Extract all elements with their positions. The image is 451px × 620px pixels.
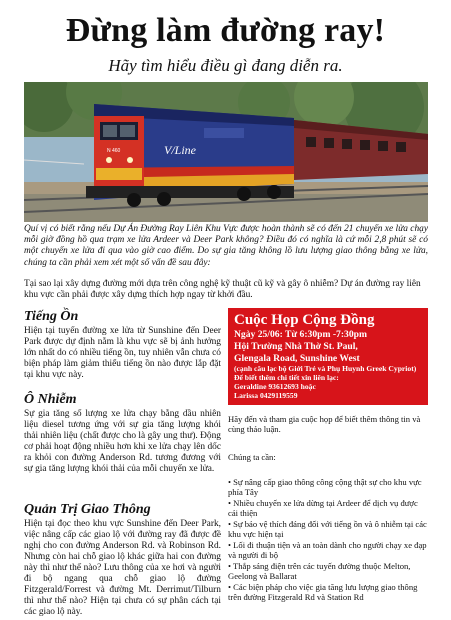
list-item: • Thắp sáng điện trên các tuyến đường thuộc Melton, Geelong và Ballarat: [228, 561, 411, 581]
section-pollution: [24, 392, 221, 475]
section-heading: Ô Nhiễm: [24, 392, 77, 407]
list-item: • Nhiều chuyến xe lửa dừng tại Ardeer để dịch vụ được cải thiện: [228, 498, 418, 518]
list-item: • Lối đi thuận tiện và an toàn dành cho người chạy xe đạp và người đi bộ: [228, 540, 427, 560]
needs-label: Chúng ta cần:: [228, 452, 276, 462]
section-body: Hiện tại tuyến đường xe lửa từ Sunshine đến Deer Park được dự định nằm là khu vực sẽ bị ảnh hưởng lớn nhất do có nhiều tiếng ồn, tuy nhiên vẫn chưa có biện pháp làm giảm thiểu tiếng ồn nào được lắp đặt tại khu vực này.: [24, 326, 221, 380]
meeting-contact-larissa: Larissa 0429119559: [234, 391, 298, 401]
list-item: • Sự bảo vệ thích đáng đối với tiếng ồn và ô nhiễm tại các khu vực hiện tại: [228, 519, 427, 539]
intro-paragraph: Quí vị có biết rằng nếu Dự Án Đường Ray Liên Khu Vực được hoàn thành sẽ có đến 21 chuyến xe lửa chạy mỗi giờ đồng hồ qua trạm xe lửa Ardeer và Deer Park không? Điều đó có nghĩa là cứ mỗi 2,8 phút sẽ có một chuyến xe lửa đi qua vào giờ cao điểm. Do sự gia tăng không lồ lưu lượng giao thông bằng xe lửa, chúng ta cần phải xem xét một số vấn đề sau đây:: [24, 224, 428, 268]
needs-list: [228, 477, 428, 603]
meeting-address: Glengala Road, Sunshine West: [234, 352, 360, 364]
poster-subtitle: Hãy tìm hiểu điều gì đang diễn ra.: [108, 56, 343, 75]
meeting-contact-geraldine: Geraldine 93612693 hoặc: [234, 382, 316, 392]
list-item: • Các biện pháp cho việc gia tăng lưu lượng giao thông trên đường Fitzgerald Rd và Station Rd: [228, 582, 418, 602]
meeting-box: [228, 308, 428, 405]
section-noise: [24, 309, 221, 381]
vline-logo: V/Line: [164, 143, 196, 157]
meeting-note: (cạnh câu lạc bộ Giới Trẻ và Phụ Huynh Greek Cypriot): [234, 364, 417, 374]
section-heading: Tiếng Ồn: [24, 309, 79, 324]
loco-number: N 460: [107, 148, 121, 154]
invite-text: Hãy đến và tham gia cuộc họp để biết thêm thông tin và cùng thảo luận.: [228, 414, 421, 435]
section-heading: Quản Trị Giao Thông: [24, 502, 151, 517]
section-body: Hiện tại đọc theo khu vực Sunshine đến Deer Park, việc nâng cấp các giao lộ với đường ray đã được đề nghị cho con đường Anderson Rd. và Robinson Rd. Nhưng còn hai chỗ giao lộ khác giữa hai con đường này thì như thế nào? Lưu thông của xe hơi và người đi bộ ngang qua chỗ giao lộ đường Fitzgerald/Forrest và đường Mt. Derrimut/Tilburn thì như thế nào? Hiện tại chưa có sự phân cách tại các giao lộ này.: [24, 519, 221, 617]
meeting-date: Ngày 25/06: Từ 6:30pm -7:30pm: [234, 329, 367, 340]
section-traffic: [24, 502, 221, 618]
train-photo: [24, 82, 428, 222]
section-body: Sự gia tăng số lượng xe lửa chạy bằng dầu nhiên liệu diesel tương ứng với sự gia tăng lượng khói thải nhiên liệu (chất được cho là gây ung thư). Động cơ phải hoạt động nhiều hơn khi xe lửa chạy lên dốc ra khỏi con đường Anderson Rd. tương đương với sự gia tăng lượng khói thải của mỗi chuyến xe lửa.: [24, 409, 221, 474]
poster-title: Đừng làm đường ray!: [65, 12, 386, 49]
lead-paragraph: Tại sao lại xây dựng đường mới dựa trên công nghệ kỹ thuật cũ kỹ và gây ô nhiễm? Dự án đường ray liên khu vực cần phải được xây dựng thích hợp ngay từ khởi đầu.: [24, 279, 421, 301]
meeting-contact-label: Để biết thêm chi tiết xin liên lạc:: [234, 373, 339, 383]
meeting-heading: Cuộc Họp Cộng Đồng: [234, 312, 375, 328]
meeting-venue: Hội Trường Nhà Thờ St. Paul,: [234, 340, 358, 352]
list-item: • Sự nâng cấp giao thông công cộng thật sự cho khu vực phía Tây: [228, 477, 422, 497]
